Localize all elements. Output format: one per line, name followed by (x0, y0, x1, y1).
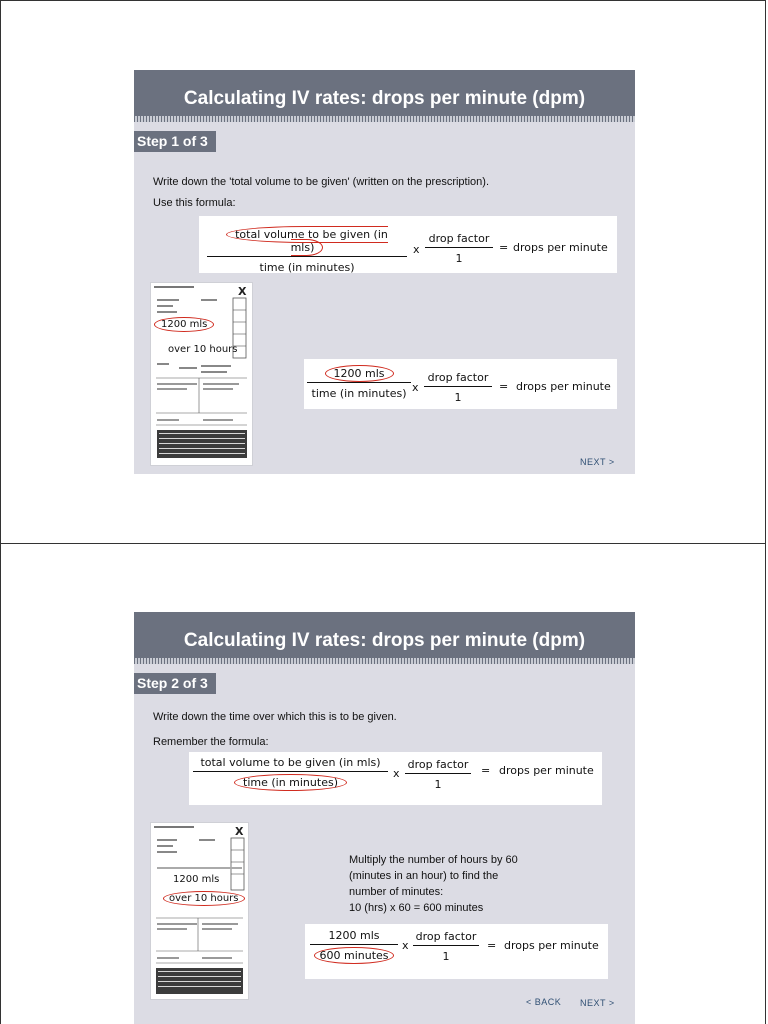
instruction-text: Remember the formula: (153, 736, 269, 748)
step-badge: Step 2 of 3 (134, 673, 216, 694)
prescription-chart-icon (151, 283, 252, 465)
equals-sign: = (487, 939, 497, 952)
equals-sign: = (481, 764, 491, 777)
fraction-denominator: 1 (454, 391, 462, 404)
drop-factor-fraction (413, 930, 479, 963)
next-button[interactable]: NEXT > (580, 998, 615, 1008)
formula-fraction (193, 756, 388, 789)
fraction-numerator: 1200 mls (328, 929, 380, 942)
formula-result: drops per minute (516, 380, 611, 393)
prescription-volume-label: 1200 mls (173, 874, 220, 885)
formula-result: drops per minute (513, 241, 608, 254)
fraction-denominator: 1 (455, 252, 463, 265)
formula-fraction (207, 228, 407, 274)
fraction-denominator: 1 (434, 778, 442, 791)
drop-factor-fraction (424, 371, 492, 404)
fraction-numerator: total volume to be given (in mls) (200, 756, 381, 769)
explanation-text: Multiply the number of hours by 60 (349, 854, 518, 866)
header-stripe (134, 116, 635, 122)
explanation-text: (minutes in an hour) to find the (349, 870, 499, 882)
step-badge: Step 1 of 3 (134, 131, 216, 152)
drop-factor-fraction (405, 758, 471, 791)
formula-result: drops per minute (499, 764, 594, 777)
instruction-text: Write down the 'total volume to be given' (written on the prescription). (153, 176, 489, 188)
explanation-text: number of minutes: (349, 886, 444, 898)
prescription-duration-label: over 10 hours (163, 893, 245, 904)
next-button[interactable]: NEXT > (580, 457, 615, 467)
formula-box (304, 359, 617, 409)
prescription-volume-label: 1200 mls (154, 319, 214, 330)
fraction-denominator: 1 (442, 950, 450, 963)
prescription-thumbnail (151, 823, 248, 999)
formula-box (305, 924, 608, 979)
explanation-text: 10 (hrs) x 60 = 600 minutes (349, 902, 484, 914)
highlighted-volume: 1200 mls (325, 365, 394, 382)
highlighted-time: 600 minutes (314, 947, 393, 964)
header-stripe (134, 658, 635, 664)
prescription-chart-icon (151, 823, 248, 999)
times-sign: x (393, 767, 400, 780)
fraction-numerator: drop factor (407, 758, 469, 771)
slide-step-2 (134, 612, 635, 1024)
times-sign: x (412, 381, 419, 394)
fraction-numerator: drop factor (415, 930, 477, 943)
formula-result: drops per minute (504, 939, 599, 952)
highlighted-volume: total volume to be given (in mls) (226, 226, 388, 256)
drop-factor-fraction (425, 232, 493, 265)
slide-title: Calculating IV rates: drops per minute (dpm) (134, 70, 635, 116)
prescription-duration-label: over 10 hours (168, 344, 238, 355)
slide-title: Calculating IV rates: drops per minute (dpm) (134, 612, 635, 658)
prescription-thumbnail (151, 283, 252, 465)
times-sign: x (402, 939, 409, 952)
formula-fraction (310, 929, 398, 962)
equals-sign: = (499, 241, 509, 254)
slide-step-1 (134, 70, 635, 474)
instruction-text: Use this formula: (153, 197, 236, 209)
highlighted-time: time (in minutes) (234, 774, 347, 791)
instruction-text: Write down the time over which this is to be given. (153, 711, 397, 723)
equals-sign: = (499, 380, 509, 393)
svg-text:X: X (238, 285, 247, 298)
formula-fraction (307, 367, 411, 400)
fraction-denominator: time (in minutes) (259, 261, 355, 274)
svg-text:X: X (235, 825, 244, 838)
fraction-numerator: drop factor (427, 371, 489, 384)
fraction-denominator: time (in minutes) (311, 387, 407, 400)
times-sign: x (413, 243, 420, 256)
formula-box (199, 216, 617, 273)
formula-box (189, 752, 602, 805)
fraction-numerator: drop factor (428, 232, 490, 245)
back-button[interactable]: < BACK (526, 997, 562, 1007)
